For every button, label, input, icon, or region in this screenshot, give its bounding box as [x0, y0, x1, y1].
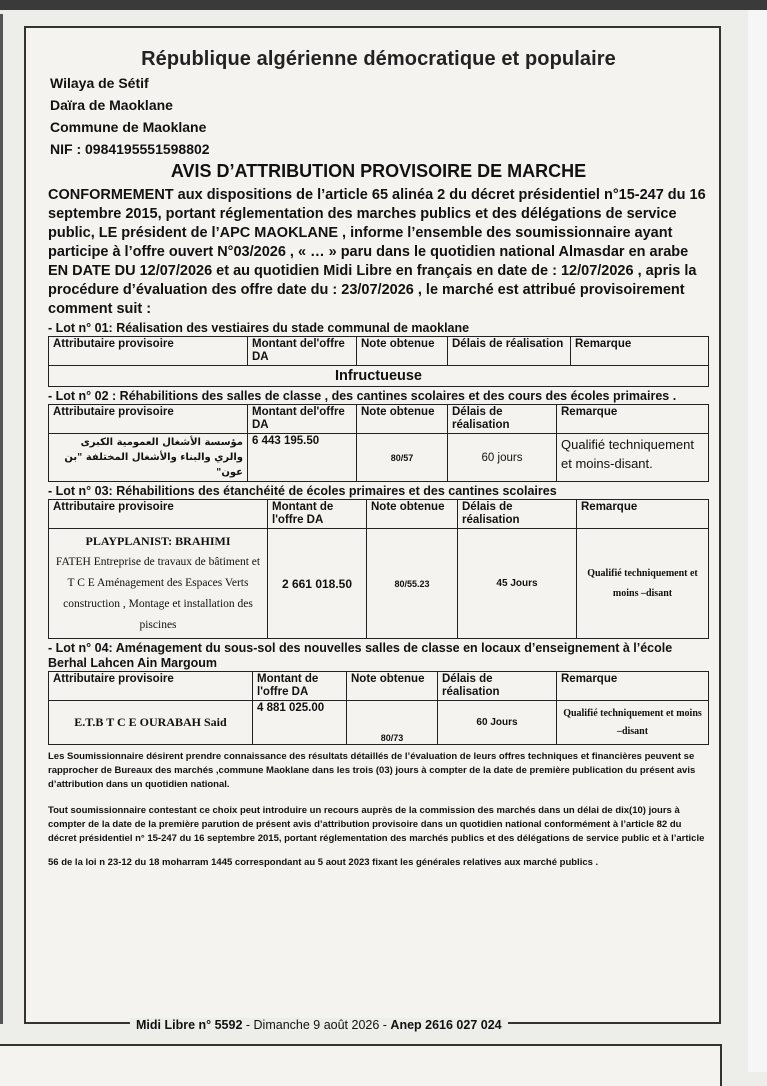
table-header-row — [49, 672, 709, 701]
cell-attributaire-name: PLAYPLANIST: BRAHIMI — [85, 534, 231, 548]
cell-note: 80/57 — [357, 434, 448, 482]
col-note: Note obtenue — [357, 337, 448, 366]
table-row — [49, 701, 709, 745]
cell-montant: 4 881 025.00 — [253, 701, 347, 745]
cell-remarque: Qualifié techniquement et moins-disant. — [557, 434, 709, 482]
cell-note: 80/55.23 — [367, 529, 458, 639]
top-bar — [0, 0, 767, 10]
cell-note: 80/73 — [347, 701, 438, 745]
daira-line: Daïra de Maoklane — [50, 97, 173, 113]
col-remarque: Remarque — [571, 337, 709, 366]
col-montant: Montant de l'offre DA — [268, 500, 367, 529]
table-header-row — [49, 405, 709, 434]
note-recours: Tout soumissionnaire contestant ce choix peut introduire un recours auprès de la commission des marchés dans un délai de dix(10) jours à compter de la date de la première parution de présent avis d’attribution provisoire dans un quotidien national conformément à l’article 82 du décret présidentiel n° 15-247 du 16 septembre 2015, portant réglementation des marchés publics et des délégations de service public et à l’article — [48, 805, 705, 844]
table-header-row — [49, 337, 709, 366]
table-header-row — [49, 500, 709, 529]
lot-4-table — [48, 671, 709, 745]
lot-1-table — [48, 336, 709, 366]
cell-montant: 6 443 195.50 — [248, 434, 357, 482]
col-remarque: Remarque — [577, 500, 709, 529]
col-montant: Montant del'offre DA — [248, 405, 357, 434]
cell-delais: 45 Jours — [458, 529, 577, 639]
cell-attributaire: مؤسسة الأشغال العمومية الكبرى والري والبناء والأشغال المختلفة "بن عون" — [49, 434, 248, 482]
republic-heading: République algérienne démocratique et populaire — [141, 48, 616, 70]
col-delais: Délais de réalisation — [448, 405, 557, 434]
lot-4-title: - Lot n° 04: Aménagement du sous-sol des nouvelles salles de classe en locaux d’enseignement à l’école Berhal Lahcen Ain Margoum — [48, 641, 673, 670]
col-attributaire: Attributaire provisoire — [49, 672, 253, 701]
lot-2-table — [48, 404, 709, 482]
notice-title: AVIS D’ATTRIBUTION PROVISOIRE DE MARCHE — [170, 161, 587, 181]
lot-1-title: - Lot n° 01: Réalisation des vestiaires du stade communal de maoklane — [48, 321, 470, 335]
cell-delais: 60 Jours — [438, 701, 557, 745]
col-attributaire: Attributaire provisoire — [49, 337, 248, 366]
col-montant: Montant de l'offre DA — [253, 672, 347, 701]
wilaya-line: Wilaya de Sétif — [50, 75, 149, 91]
col-montant: Montant del'offre DA — [248, 337, 357, 366]
cell-attributaire-desc: FATEH Entreprise de travaux de bâtiment et T C E Aménagement des Espaces Verts construction , Montage et installation des piscines — [55, 556, 261, 631]
intro-paragraph: CONFORMEMENT aux dispositions de l’article 65 alinéa 2 du décret présidentiel n°15-247 du 16 septembre 2015, portant réglementation des marches publics et des délégations de service public, LE président de l’APC MAOKLANE , informe l’ensemble des soumissionnaire ayant participe à l’offre ouvert N°03/2026 , « … » paru dans le quotidien national Almasdar en arabe EN DATE DU 12/07/2026 et au quotidien Midi Libre en français en date de : 12/07/2026 , apris la procédure d’évaluation des offre date du : 23/07/2026 , le marché est attribué provisoirement comment suit : — [48, 187, 706, 317]
cell-attributaire — [49, 529, 268, 639]
col-attributaire: Attributaire provisoire — [49, 500, 268, 529]
footer-date: - Dimanche 9 août 2026 - — [242, 1018, 391, 1032]
col-attributaire: Attributaire provisoire — [49, 405, 248, 434]
col-note: Note obtenue — [357, 405, 448, 434]
col-remarque: Remarque — [557, 672, 709, 701]
table-row — [49, 529, 709, 639]
right-margin — [748, 10, 767, 1072]
cell-attributaire: E.T.B T C E OURABAH Said — [49, 701, 253, 745]
notice-content — [48, 28, 709, 870]
notice-frame — [24, 26, 721, 1024]
footer-anep: Anep 2616 027 024 — [390, 1018, 502, 1032]
col-note: Note obtenue — [347, 672, 438, 701]
cell-remarque: Qualifié techniquement et moins –disant — [577, 529, 709, 639]
lot-1-result: Infructueuse — [48, 365, 709, 387]
footer-credit — [130, 1018, 508, 1032]
left-column-rule — [0, 14, 3, 1024]
col-delais: Délais de réalisation — [448, 337, 571, 366]
cell-montant: 2 661 018.50 — [268, 529, 367, 639]
note-loi: 56 de la loi n 23-12 du 18 moharram 1445 correspondant au 5 aout 2023 fixant les générales relatives aux marché publics . — [48, 857, 599, 868]
lot-3-title: - Lot n° 03: Réhabilitions des étanchéité de écoles primaires et des cantines scolaires — [48, 484, 557, 498]
col-delais: Délais de réalisation — [438, 672, 557, 701]
cell-remarque: Qualifié techniquement et moins –disant — [557, 701, 709, 745]
table-row — [49, 434, 709, 482]
col-delais: Délais de réalisation — [458, 500, 577, 529]
note-consultation: Les Soumissionnaire désirent prendre connaissance des résultats détaillés de l’évaluation de leurs offres techniques et financières peuvent se rapprocher de Bureaux des marchés ,commune Maoklane dans les trois (03) jours à compter de la date de première publication du présent avis d’attribution dans un quotidien national. — [48, 751, 696, 790]
nif-line: NIF : 0984195551598802 — [50, 141, 210, 157]
lot-3-table — [48, 499, 709, 639]
cell-delais: 60 jours — [448, 434, 557, 482]
lot-2-title: - Lot n° 02 : Réhabilitions des salles de classe , des cantines scolaires et des cours des écoles primaires . — [48, 389, 677, 403]
footer-paper: Midi Libre n° 5592 — [136, 1018, 243, 1032]
next-article-frame — [0, 1044, 722, 1086]
col-note: Note obtenue — [367, 500, 458, 529]
col-remarque: Remarque — [557, 405, 709, 434]
commune-line: Commune de Maoklane — [50, 119, 207, 135]
